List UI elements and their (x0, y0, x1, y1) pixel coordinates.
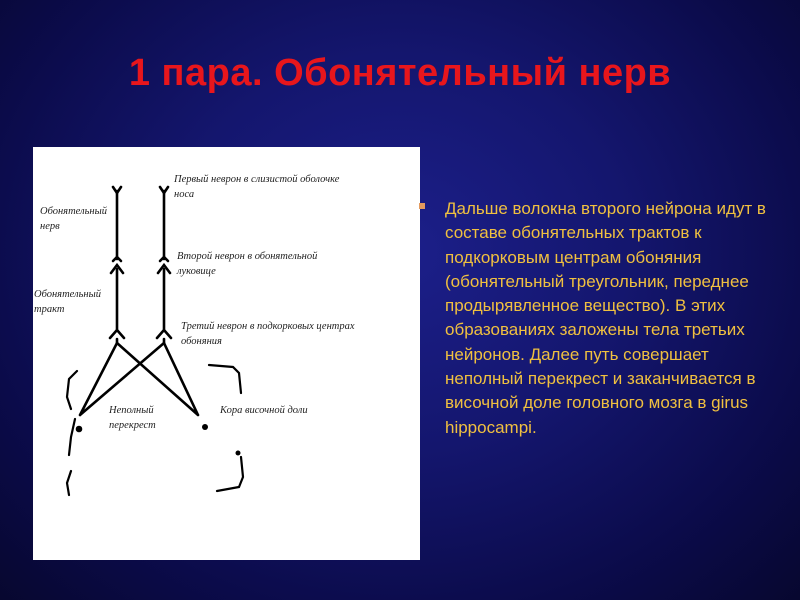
left-tract-synapse (110, 330, 124, 338)
label-partial-chiasm: Неполный перекрест (109, 405, 156, 431)
left-hemisphere-outline (67, 371, 77, 495)
slide-title: 1 пара. Обонятельный нерв (128, 52, 672, 94)
label-olfactory-tract: Обонятельный тракт (34, 289, 101, 315)
label-third-neuron: Третий неврон в подкорковых центрах обоняния (181, 321, 355, 347)
right-cortex-dot (202, 424, 208, 430)
label-olfactory-nerve: Обонятельный нерв (40, 206, 107, 232)
label-temporal-cortex: Кора височной доли (220, 405, 308, 416)
right-tract-synapse (157, 330, 171, 338)
bullet-marker (419, 203, 425, 209)
label-second-neuron: Второй неврон в обонятельной луковице (177, 251, 318, 277)
label-first-neuron: Первый неврон в слизистой оболочке носа (174, 174, 340, 200)
right-hemisphere-dot (236, 451, 241, 456)
left-cortex-dot (76, 426, 83, 433)
right-hemisphere-outline (209, 365, 243, 491)
olfactory-pathway-diagram (33, 147, 420, 560)
slide-body-text: Дальше волокна второго нейрона идут в составе обонятельных трактов к подкорковым центрам обоняния (обонятельный треугольник, переднее продырявленное вещество). В этих образованиях заложены тела третьих нейронов. Далее путь совершает неполный перекрест и заканчивается в височной доле головного мозга в girus hippocampi. (445, 199, 766, 437)
